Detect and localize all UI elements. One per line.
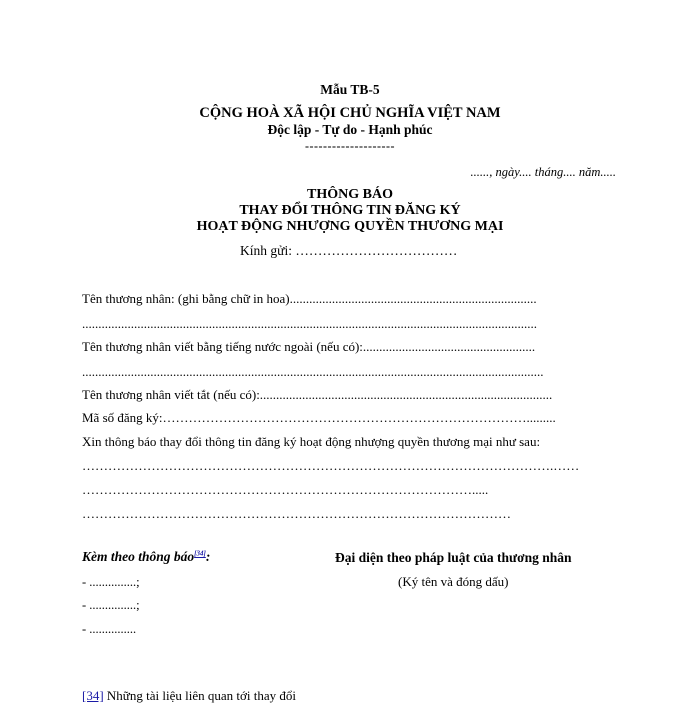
field-abbreviated-name: Tên thương nhân viết tắt (nếu có):.......................................................................................... xyxy=(82,387,553,402)
attachments-heading-text: Kèm theo thông báo xyxy=(82,549,195,564)
attachment-item: - ............... xyxy=(82,622,137,636)
change-notice-statement: Xin thông báo thay đổi thông tin đăng ký hoạt động nhượng quyền thương mại như sau: xyxy=(82,434,541,449)
document-title: THÔNG BÁO xyxy=(307,187,393,202)
attachments-heading xyxy=(82,549,210,565)
national-motto: Độc lập - Tự do - Hạnh phúc xyxy=(267,122,433,137)
header-divider: -------------------- xyxy=(305,139,395,153)
footnote-link[interactable]: [34] xyxy=(194,549,206,558)
document-subtitle-2: HOẠT ĐỘNG NHƯỢNG QUYỀN THƯƠNG MẠI xyxy=(196,219,504,234)
country-name: CỘNG HOÀ XÃ HỘI CHỦ NGHĨA VIỆT NAM xyxy=(199,105,501,121)
attachment-item: - ...............; xyxy=(82,598,140,612)
field-merchant-name-continued: ............................................................................................................................................ xyxy=(82,316,537,331)
field-foreign-name-continued: .............................................................................................................................................. xyxy=(82,364,544,379)
attachment-item: - ...............; xyxy=(82,575,140,589)
footnote-ref[interactable]: [34] xyxy=(82,688,104,703)
attachments-heading-colon: : xyxy=(205,549,211,564)
field-merchant-name: Tên thương nhân: (ghi bằng chữ in hoa)............................................................................ xyxy=(82,291,537,306)
representative-heading: Đại diện theo pháp luật của thương nhân xyxy=(335,550,572,565)
form-code: Mẫu TB-5 xyxy=(320,82,380,97)
footnote-text: Những tài liệu liên quan tới thay đổi xyxy=(103,688,296,703)
change-detail-line: ………………………………………………………………………………..... xyxy=(82,482,489,497)
date-line: ......, ngày.... tháng.... năm..... xyxy=(470,165,616,179)
footnote xyxy=(82,688,296,704)
change-detail-line: ……………………………………………………………………………………… xyxy=(82,506,511,521)
change-detail-line: ……………………………………………………………………………………………….…… xyxy=(82,458,580,473)
document-subtitle-1: THAY ĐỔI THÔNG TIN ĐĂNG KÝ xyxy=(239,203,461,218)
field-registration-number: Mã số đăng ký:…………………………………………………………………………......... xyxy=(82,410,556,425)
field-foreign-name: Tên thương nhân viết bằng tiếng nước ngoài (nếu có):..................................................... xyxy=(82,339,536,354)
signature-instruction: (Ký tên và đóng dấu) xyxy=(398,574,509,589)
recipient-line: Kính gửi: ……………………………… xyxy=(240,243,458,258)
